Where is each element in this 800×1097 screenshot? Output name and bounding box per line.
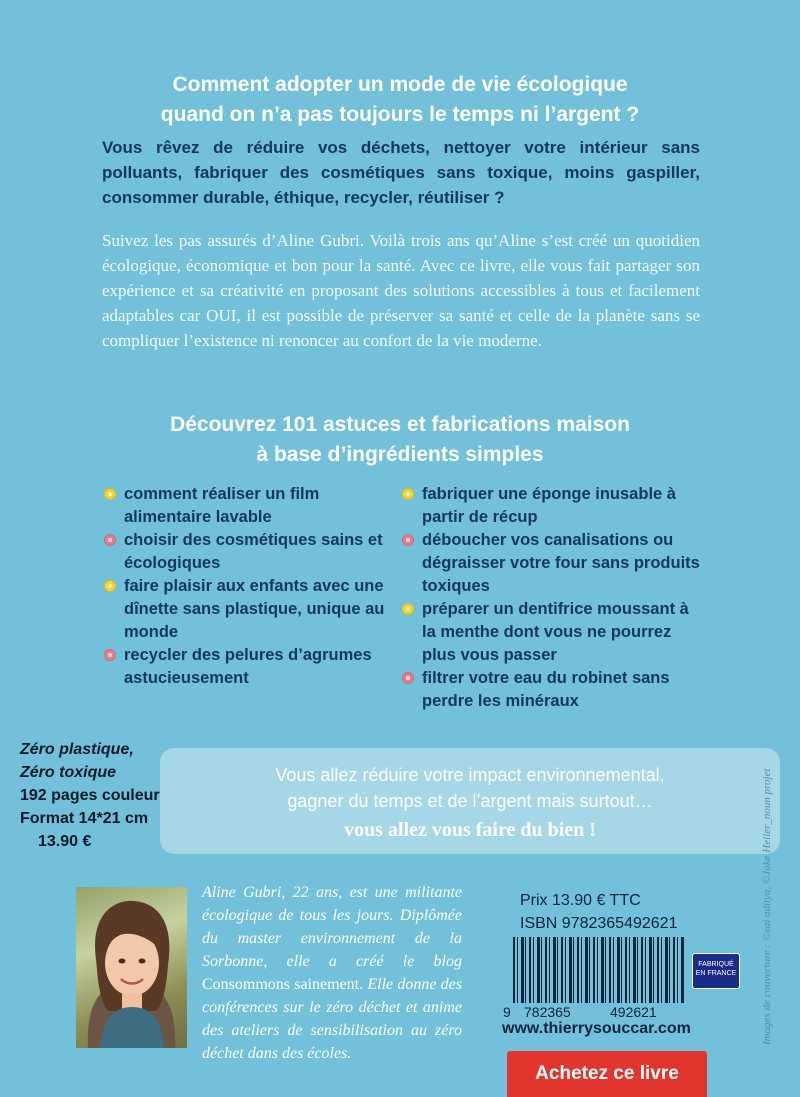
book-title-line1: Zéro plastique, (20, 741, 134, 758)
callout-line3: vous allez vous faire du bien ! (344, 819, 596, 841)
tips-heading (100, 410, 700, 470)
description-paragraph: Suivez les pas assurés d’Aline Gubri. Voilà trois ans qu’Aline s’est créé un quotidien écologique, économique et bon pour la santé. Avec ce livre, elle vous fait partager son expérience et sa créativité en proposant des solutions accessibles à tous et facilement adaptables car OUI, il est possible de préserver sa santé et celle de la planète sans se compliquer l’existence ni renoncer au confort de la vie moderne. (102, 231, 700, 350)
callout-line2: gagner du temps et de l’argent mais surtout… (287, 791, 653, 811)
list-item: déboucher vos canalisations ou dégraisser votre four sans produits toxiques (400, 529, 705, 598)
author-portrait-icon (76, 887, 187, 1048)
intro-paragraph: Vous rêvez de réduire vos déchets, nettoyer votre intérieur sans polluants, fabriquer des cosmétiques sans toxique, moins gaspiller, consommer durable, éthique, recycler, réutiliser ? (102, 138, 700, 207)
list-item: fabriquer une éponge inusable à partir de récup (400, 483, 705, 529)
author-bio-outro: Elle donne des conférences sur le zéro déchet et anime des ateliers de sensibilisation au zéro déchet dans des écoles. (202, 976, 462, 1062)
list-item: faire plaisir aux enfants avec une dînette sans plastique, unique au monde (102, 575, 387, 644)
barcode-digits-3: 492621 (610, 1004, 657, 1020)
list-item: filtrer votre eau du robinet sans perdre les minéraux (400, 667, 705, 713)
tips-heading-line2: à base d’ingrédients simples (256, 443, 544, 466)
tips-list-right (400, 483, 705, 713)
yellow-bullet-icon (104, 580, 116, 592)
barcode-digits-2: 782365 (524, 1004, 571, 1020)
book-title-line2: Zéro toxique (20, 764, 117, 781)
author-photo (76, 887, 187, 1048)
author-blog-name: Consommons sainement. (202, 976, 364, 993)
isbn-label: ISBN 9782365492621 (520, 915, 678, 932)
fabrique-en-france-logo: FABRIQUÉ EN FRANCE (692, 953, 740, 989)
author-bio-intro: Aline Gubri, 22 ans, est une militante écologique de tous les jours. Diplômée du master environnement de la Sorbonne, elle a créé le blog (202, 884, 462, 970)
image-credits: Images de couverture : ©sai aditya, ©Jake Heller_noun projet (761, 768, 773, 1045)
pink-bullet-icon (104, 534, 116, 546)
yellow-bullet-icon (402, 488, 414, 500)
list-item: préparer un dentifrice moussant à la menthe dont vous ne pourrez plus vous passer (400, 598, 705, 667)
main-heading (100, 70, 700, 130)
website-link[interactable]: www.thierrysouccar.com (502, 1020, 691, 1037)
pink-bullet-icon (402, 534, 414, 546)
main-heading-line1: Comment adopter un mode de vie écologique (172, 73, 628, 96)
yellow-bullet-icon (402, 603, 414, 615)
author-bio (202, 881, 462, 1065)
callout-box (160, 748, 780, 854)
yellow-bullet-icon (104, 488, 116, 500)
book-price: 13.90 € (38, 833, 92, 850)
buy-book-button[interactable]: Achetez ce livre (507, 1051, 707, 1097)
list-item: choisir des cosmétiques sains et écologiques (102, 529, 387, 575)
tips-list-left (102, 483, 387, 690)
list-item: recycler des pelures d’agrumes astucieusement (102, 644, 387, 690)
pink-bullet-icon (402, 672, 414, 684)
list-item: comment réaliser un film alimentaire lavable (102, 483, 387, 529)
book-pages: 192 pages couleur (20, 787, 160, 804)
book-format: Format 14*21 cm (20, 810, 149, 827)
barcode-digit-1: 9 (503, 1004, 511, 1020)
pink-bullet-icon (104, 649, 116, 661)
book-info (20, 738, 165, 853)
main-heading-line2: quand on n’a pas toujours le temps ni l’argent ? (160, 103, 640, 126)
barcode (513, 937, 685, 1003)
tips-heading-line1: Découvrez 101 astuces et fabrications maison (170, 413, 630, 436)
callout-line1: Vous allez réduire votre impact environnemental, (275, 765, 665, 785)
price-label: Prix 13.90 € TTC (520, 892, 641, 909)
